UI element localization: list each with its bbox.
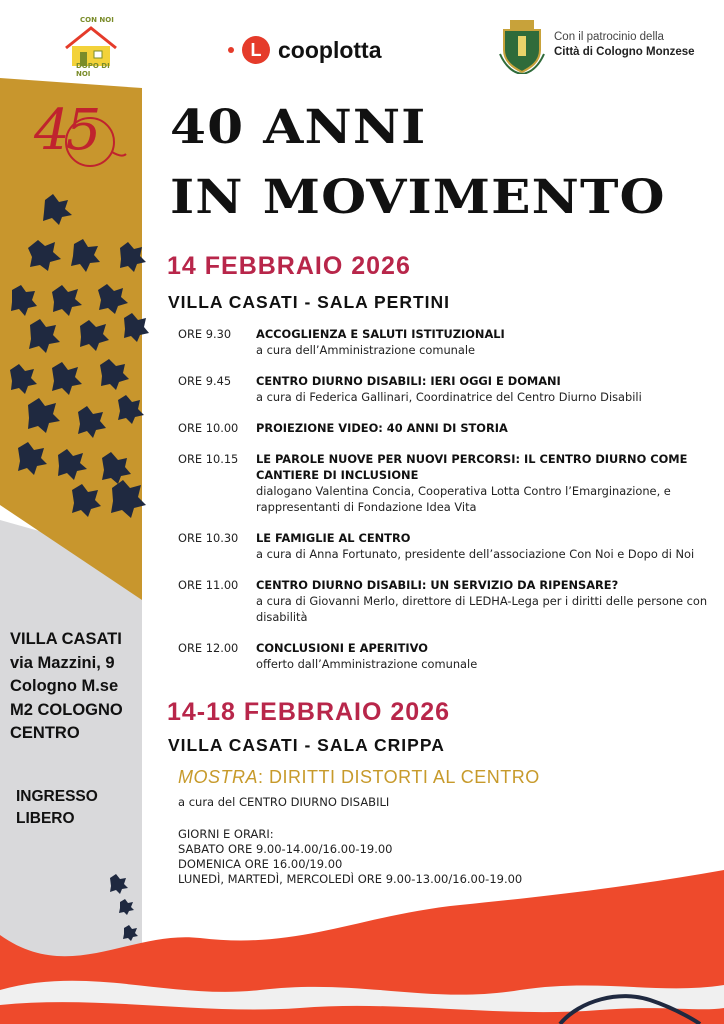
patronage-line1: Con il patrocinio della (554, 31, 664, 43)
exhibition-title (178, 767, 540, 788)
program-item (172, 373, 712, 405)
address-line: CENTRO (10, 724, 80, 742)
program-item (172, 420, 712, 436)
event2-venue: VILLA CASATI - SALA CRIPPA (168, 735, 445, 755)
program-item (172, 326, 712, 358)
opening-hours (178, 827, 522, 887)
sidebar-address (10, 628, 123, 746)
program-item (172, 577, 712, 625)
association-logo-line1: CON NOI (80, 16, 114, 24)
program-item (172, 451, 712, 515)
program-detail: a cura di Anna Fortunato, presidente dell’associazione Con Noi e Dopo di Noi (256, 547, 695, 561)
badge-number: 45 (34, 98, 98, 163)
sidebar-entry (16, 786, 98, 830)
program-detail: offerto dall’Amministrazione comunale (256, 657, 478, 671)
exhibition-name: : DIRITTI DISTORTI AL CENTRO (258, 767, 540, 787)
program-time: ORE 10.00 (178, 421, 239, 435)
program-time: ORE 10.30 (178, 531, 239, 545)
program-title: CONCLUSIONI E APERITIVO (256, 641, 428, 655)
program-detail: dialogano Valentina Concia, Cooperativa Lotta Contro l’Emarginazione, e rappresentanti di Fondazione Idea Vita (256, 484, 671, 514)
exhibition-curator: a cura del CENTRO DIURNO DISABILI (178, 795, 390, 809)
program-detail: a cura di Giovanni Merlo, direttore di LEDHA-Lega per i diritti delle persone con disabilità (256, 594, 708, 624)
program-time: ORE 9.30 (178, 327, 232, 341)
association-logo-line2: DOPO DI NOI (76, 62, 110, 78)
brand-circle-icon: L (242, 36, 270, 64)
program-time: ORE 10.15 (178, 452, 239, 466)
address-line: VILLA CASATI (10, 630, 122, 648)
brand-name: cooplotta (278, 36, 382, 63)
program-item (172, 530, 712, 562)
program-list (172, 326, 712, 687)
exhibition-label: MOSTRA (178, 767, 259, 787)
association-logo (58, 16, 124, 78)
hours-line: GIORNI E ORARI: (178, 827, 274, 841)
program-title: LE FAMIGLIE AL CENTRO (256, 531, 411, 545)
hours-line: LUNEDÌ, MARTEDÌ, MERCOLEDÌ ORE 9.00-13.00/16.00-19.00 (178, 872, 523, 886)
program-item (172, 640, 712, 672)
entry-line: INGRESSO (16, 788, 98, 805)
address-line: Cologno M.se (10, 677, 119, 695)
program-detail: a cura di Federica Gallinari, Coordinatrice del Centro Diurno Disabili (256, 390, 642, 404)
title-line1: 40 ANNI (170, 100, 427, 155)
event2-date: 14-18 FEBBRAIO 2026 (167, 698, 451, 726)
program-time: ORE 12.00 (178, 641, 239, 655)
event1-venue: VILLA CASATI - SALA PERTINI (168, 292, 451, 312)
program-time: ORE 11.00 (178, 578, 239, 592)
event1-date: 14 FEBBRAIO 2026 (167, 252, 411, 280)
program-title: ACCOGLIENZA E SALUTI ISTITUZIONALI (256, 327, 505, 341)
city-crest-icon (498, 16, 546, 74)
brand-dot-icon (228, 47, 234, 53)
address-line: M2 COLOGNO (10, 700, 123, 719)
anniversary-badge (28, 92, 128, 172)
program-time: ORE 9.45 (178, 374, 232, 388)
program-title: CENTRO DIURNO DISABILI: UN SERVIZIO DA RIPENSARE? (256, 578, 619, 592)
hours-line: DOMENICA ORE 16.00/19.00 (178, 857, 343, 871)
hours-line: SABATO ORE 9.00-14.00/16.00-19.00 (178, 842, 393, 856)
program-title: PROIEZIONE VIDEO: 40 ANNI DI STORIA (256, 421, 508, 435)
patronage-block (498, 16, 714, 74)
program-title: LE PAROLE NUOVE PER NUOVI PERCORSI: IL CENTRO DIURNO COME CANTIERE DI INCLUSIONE (256, 452, 688, 482)
program-detail: a cura dell’Amministrazione comunale (256, 343, 476, 357)
program-title: CENTRO DIURNO DISABILI: IERI OGGI E DOMANI (256, 374, 561, 388)
entry-line: LIBERO (16, 810, 75, 827)
title-line2: IN MOVIMENTO (170, 170, 666, 225)
cooplotta-logo (228, 30, 382, 70)
patronage-line2: Città di Cologno Monzese (554, 46, 695, 58)
address-line: via Mazzini, 9 (10, 653, 115, 672)
